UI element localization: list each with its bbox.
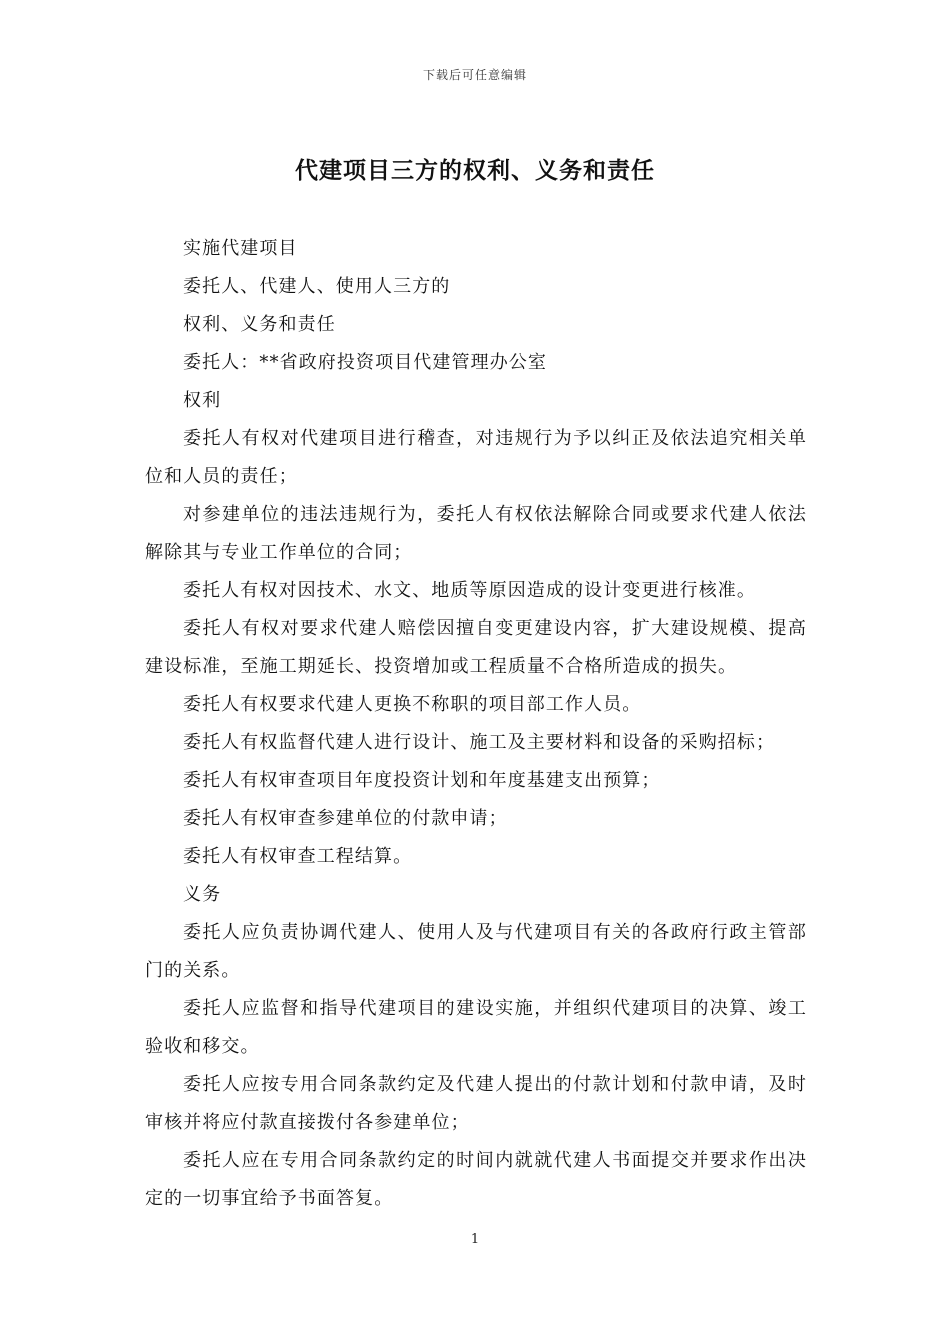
- paragraph-right-7: 委托人有权审查项目年度投资计划和年度基建支出预算；: [183, 770, 661, 791]
- paragraph-intro-1: 实施代建项目: [183, 238, 298, 259]
- section-heading-rights: 权利: [183, 390, 222, 411]
- paragraph-right-3: 委托人有权对因技术、水文、地质等原因造成的设计变更进行核准。: [183, 580, 756, 601]
- paragraph-obligation-4: 委托人应在专用合同条款约定的时间内就就代建人书面提交并要求作出决定的一切事宜给予书面答复。: [145, 1150, 807, 1209]
- header-note: 下载后可任意编辑: [422, 68, 527, 82]
- paragraph-intro-3: 权利、义务和责任: [183, 314, 336, 335]
- paragraph-principal: 委托人：**省政府投资项目代建管理办公室: [183, 352, 547, 373]
- paragraph-intro-2: 委托人、代建人、使用人三方的: [183, 276, 451, 297]
- paragraph-right-6: 委托人有权监督代建人进行设计、施工及主要材料和设备的采购招标；: [183, 732, 776, 753]
- page-number: 1: [470, 1232, 480, 1247]
- paragraph-right-4: 委托人有权对要求代建人赔偿因擅自变更建设内容，扩大建设规模、提高建设标准，至施工期延长、投资增加或工程质量不合格所造成的损失。: [145, 618, 807, 677]
- paragraph-obligation-1: 委托人应负责协调代建人、使用人及与代建项目有关的各政府行政主管部门的关系。: [145, 922, 807, 981]
- paragraph-right-9: 委托人有权审查工程结算。: [183, 846, 413, 867]
- paragraph-right-1: 委托人有权对代建项目进行稽查，对违规行为予以纠正及依法追究相关单位和人员的责任；: [145, 428, 807, 487]
- paragraph-obligation-3: 委托人应按专用合同条款约定及代建人提出的付款计划和付款申请，及时审核并将应付款直接拨付各参建单位；: [145, 1074, 807, 1133]
- document-body: [145, 230, 807, 1218]
- paragraph-right-8: 委托人有权审查参建单位的付款申请；: [183, 808, 508, 829]
- paragraph-right-2: 对参建单位的违法违规行为，委托人有权依法解除合同或要求代建人依法解除其与专业工作单位的合同；: [145, 504, 807, 563]
- document-title: 代建项目三方的权利、义务和责任: [295, 158, 655, 184]
- paragraph-obligation-2: 委托人应监督和指导代建项目的建设实施，并组织代建项目的决算、竣工验收和移交。: [145, 998, 807, 1057]
- paragraph-right-5: 委托人有权要求代建人更换不称职的项目部工作人员。: [183, 694, 642, 715]
- section-heading-obligations: 义务: [183, 884, 222, 905]
